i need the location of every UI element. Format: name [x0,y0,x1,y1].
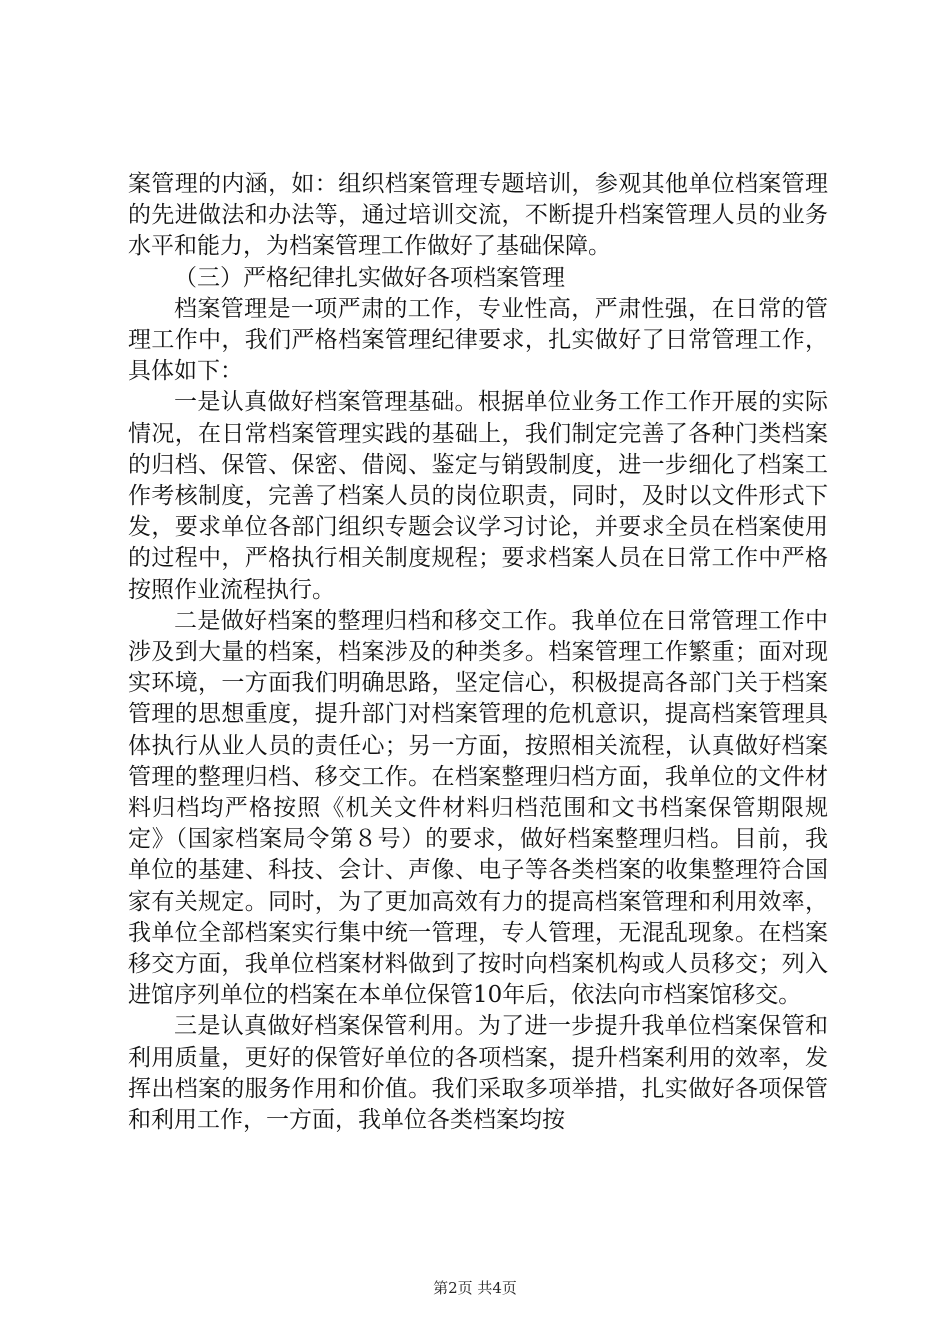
document-body [128,169,828,1136]
page-footer: 第2页 共4页 [433,1279,517,1297]
paragraph-5: 三是认真做好档案保管利用。为了进一步提升我单位档案保管和利用质量，更好的保管好单位的各项档案，提升档案利用的效率，发挥出档案的服务作用和价值。我们采取多项举措，扎实做好各项保管和利用工作，一方面，我单位各类档案均按 [128,1013,828,1134]
section-heading: （三）严格纪律扎实做好各项档案管理 [174,264,565,291]
paragraph-2: 档案管理是一项严肃的工作，专业性高，严肃性强，在日常的管理工作中，我们严格档案管理纪律要求，扎实做好了日常管理工作，具体如下： [128,295,828,385]
paragraph-4: 二是做好档案的整理归档和移交工作。我单位在日常管理工作中涉及到大量的档案，档案涉及的种类多。档案管理工作繁重；面对现实环境，一方面我们明确思路，坚定信心，积极提高各部门关于档案管理的思想重度，提升部门对档案管理的危机意识，提高档案管理具体执行从业人员的责任心；另一方面，按照相关流程，认真做好档案管理的整理归档、移交工作。在档案整理归档方面，我单位的文件材料归档均严格按照《机关文件材料归档范围和文书档案保管期限规定》（国家档案局令第８号）的要求，做好档案整理归档。目前，我单位的基建、科技、会计、声像、电子等各类档案的收集整理符合国家有关规定。同时，为了更加高效有力的提高档案管理和利用效率，我单位全部档案实行集中统一管理，专人管理，无混乱现象。在档案移交方面，我单位档案材料做到了按时向档案机构或人员移交；列入进馆序列单位的档案在本单位保管10年后，依法向市档案馆移交。 [128,607,828,1009]
paragraph-3: 一是认真做好档案管理基础。根据单位业务工作工作开展的实际情况，在日常档案管理实践的基础上，我们制定完善了各种门类档案的归档、保管、保密、借阅、鉴定与销毁制度，进一步细化了档案工作考核制度，完善了档案人员的岗位职责，同时，及时以文件形式下发，要求单位各部门组织专题会议学习讨论，并要求全员在档案使用的过程中，严格执行相关制度规程；要求档案人员在日常工作中严格按照作业流程执行。 [128,389,828,603]
paragraph-1: 案管理的内涵，如：组织档案管理专题培训，参观其他单位档案管理的先进做法和办法等，通过培训交流，不断提升档案管理人员的业务水平和能力，为档案管理工作做好了基础保障。 [128,171,828,260]
